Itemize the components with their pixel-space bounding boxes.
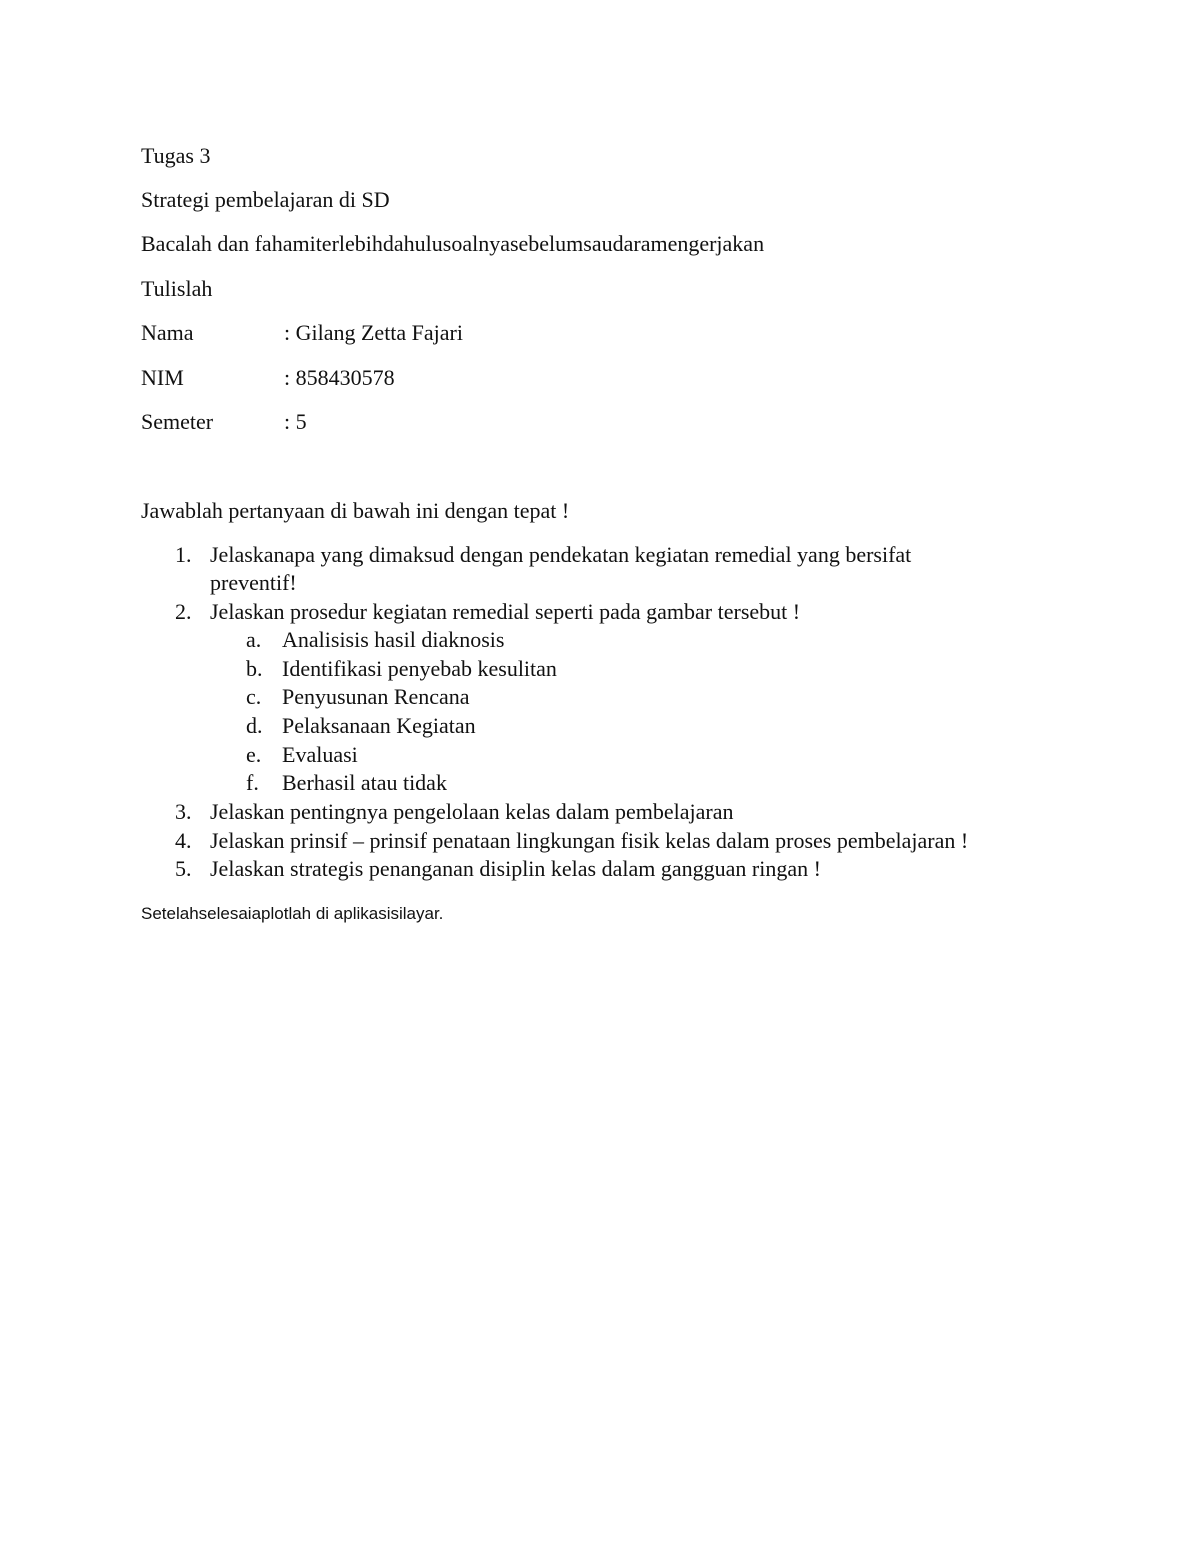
sub-item-text: Evaluasi: [282, 742, 358, 767]
question-number: 5.: [175, 856, 192, 881]
question-number: 3.: [175, 799, 192, 824]
question-number: 4.: [175, 828, 192, 853]
field-label: NIM: [141, 365, 184, 390]
sub-item-letter: d.: [246, 713, 263, 738]
sub-item-letter: e.: [246, 742, 262, 767]
field-semeter: [141, 409, 307, 435]
sub-item-text: Penyusunan Rencana: [282, 684, 470, 709]
write-label: Tulislah: [141, 276, 213, 301]
question-text: preventif!: [210, 570, 297, 595]
field-value: : Gilang Zetta Fajari: [284, 320, 463, 345]
sub-item-letter: a.: [246, 627, 262, 652]
field-nim: [141, 365, 395, 391]
sub-item-text: Berhasil atau tidak: [282, 770, 447, 795]
sub-item-letter: c.: [246, 684, 262, 709]
field-label: Nama: [141, 320, 194, 345]
question-number: 2.: [175, 599, 192, 624]
subject-line: Strategi pembelajaran di SD: [141, 187, 390, 212]
document-title: Tugas 3: [141, 143, 211, 168]
sub-item-text: Pelaksanaan Kegiatan: [282, 713, 476, 738]
question-text: Jelaskan prinsif – prinsif penataan lingkungan fisik kelas dalam proses pembelajaran !: [210, 828, 969, 853]
sub-item-letter: f.: [246, 770, 259, 795]
sub-item-letter: b.: [246, 656, 263, 681]
field-label: Semeter: [141, 409, 214, 434]
closing-instruction: Setelahselesaiaplotlah di aplikasisilayar.: [141, 904, 444, 923]
field-value: : 5: [284, 409, 307, 434]
question-text: Jelaskan strategis penanganan disiplin kelas dalam gangguan ringan !: [210, 856, 821, 881]
question-text: Jelaskan pentingnya pengelolaan kelas dalam pembelajaran: [210, 799, 734, 824]
question-number: 1.: [175, 542, 192, 567]
sub-item-text: Analisisis hasil diaknosis: [282, 627, 505, 652]
sub-item-text: Identifikasi penyebab kesulitan: [282, 656, 557, 681]
field-nama: [141, 320, 463, 346]
question-text: Jelaskan prosedur kegiatan remedial seperti pada gambar tersebut !: [210, 599, 801, 624]
instruction-line: Bacalah dan fahamiterlebihdahulusoalnyasebelumsaudaramengerjakan: [141, 231, 765, 256]
question-intro: Jawablah pertanyaan di bawah ini dengan tepat !: [141, 498, 570, 523]
field-value: : 858430578: [284, 365, 395, 390]
question-text: Jelaskanapa yang dimaksud dengan pendekatan kegiatan remedial yang bersifat: [210, 542, 912, 567]
